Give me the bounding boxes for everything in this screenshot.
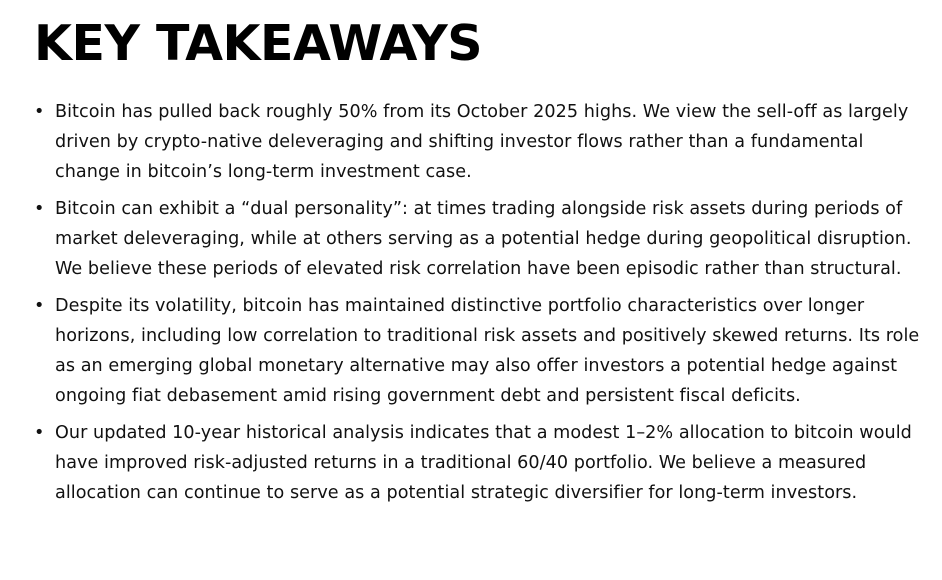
takeaways-list [0, 97, 942, 515]
takeaway-text: Bitcoin has pulled back roughly 50% from its October 2025 highs. We view the sell-off as largely driven by crypto-native deleveraging and shifting investor flows rather than a fundamental change in bitcoin’s long-term investment case. [55, 102, 909, 182]
takeaway-text: Our updated 10-year historical analysis indicates that a modest 1–2% allocation to bitcoin would have improved risk-adjusted returns in a traditional 60/40 portfolio. We believe a measured allocation can continue to serve as a potential strategic diversifier for long-term investors. [55, 423, 912, 503]
bullet-icon: • [34, 199, 45, 219]
takeaway-item [0, 194, 927, 284]
bullet-icon: • [34, 296, 45, 316]
section-heading: KEY TAKEAWAYS [34, 15, 483, 72]
bullet-icon: • [34, 102, 45, 122]
bullet-icon: • [34, 423, 45, 443]
takeaway-item [0, 291, 927, 411]
takeaway-text: Bitcoin can exhibit a “dual personality”: at times trading alongside risk assets during periods of market deleveraging, while at others serving as a potential hedge during geopolitical disruption. We believe these periods of elevated risk correlation have been episodic rather than structural. [55, 199, 912, 279]
takeaway-item [0, 418, 927, 508]
takeaway-item [0, 97, 927, 187]
takeaway-text: Despite its volatility, bitcoin has maintained distinctive portfolio characteristics over longer horizons, including low correlation to traditional risk assets and positively skewed returns. Its role as an emerging global monetary alternative may also offer investors a potential hedge against ongoing fiat debasement amid rising government debt and persistent fiscal deficits. [55, 296, 920, 406]
